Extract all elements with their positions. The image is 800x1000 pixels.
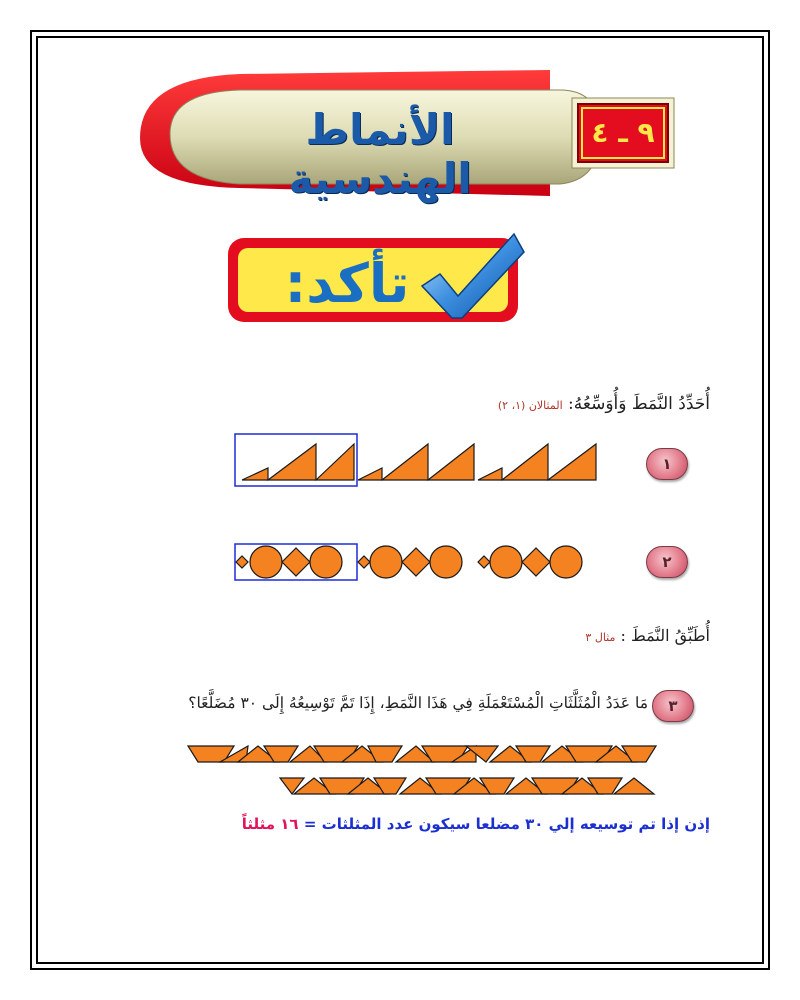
exercise-2-badge: ٢ [646,546,688,578]
diamond-small [478,556,490,568]
section-1-reference: المثالان (١، ٢) [497,399,563,412]
diamond-small [236,556,248,568]
triangle-large [428,444,474,480]
triangle-large [502,444,548,480]
trapezoid-triangle-pattern [186,744,666,804]
section-1-instruction: أُحَدِّدُ النَّمَطَ وَأُوَسِّعُهُ: [568,394,710,414]
section-2-heading: أُطَبِّقُ النَّمَطَ : مثال ٣ [585,626,710,645]
diamond [402,548,430,576]
triangle-small [478,468,502,480]
diamond [282,548,310,576]
diamond [522,548,550,576]
triangle-large [316,444,354,480]
triangle-large [268,444,316,480]
check-label: تأكد: [284,252,410,315]
lesson-number: ٩ ـ ٤ [591,116,655,149]
circle [370,546,402,578]
diamond-small [358,556,370,568]
triangle-pattern [230,430,610,490]
circle [490,546,522,578]
section-2-reference: مثال ٣ [585,631,616,644]
exercise-3-question: مَا عَدَدُ الْمُثَلَّثَاتِ الْمُسْتَعْمَلَةِ فِي هَذَا النَّمَطِ، إِذَا تَمَّ تَوْسِيعُهُ إِلَى ٣٠ مُضَلَّعًا؟ [188,694,648,712]
triangle-small [242,468,268,480]
section-2-instruction: أُطَبِّقُ النَّمَطَ [630,626,710,645]
answer-highlight: ١٦ مثلثاً [241,815,299,833]
triangle-small [358,468,382,480]
circle-diamond-pattern [230,540,610,584]
section-1-heading [498,394,710,414]
answer-line [160,815,710,833]
triangle-large [548,444,596,480]
circle [430,546,462,578]
exercise-1-badge: ١ [646,448,688,480]
triangle-large [382,444,428,480]
circle [310,546,342,578]
circle [250,546,282,578]
answer-text: إذن إذا تم توسيعه إلي ٣٠ مضلعا سيكون عدد المثلثات = [303,815,710,833]
exercise-3-badge: ٣ [652,690,694,722]
circle [550,546,582,578]
page-title: الأنماط الهندسية [288,105,472,203]
